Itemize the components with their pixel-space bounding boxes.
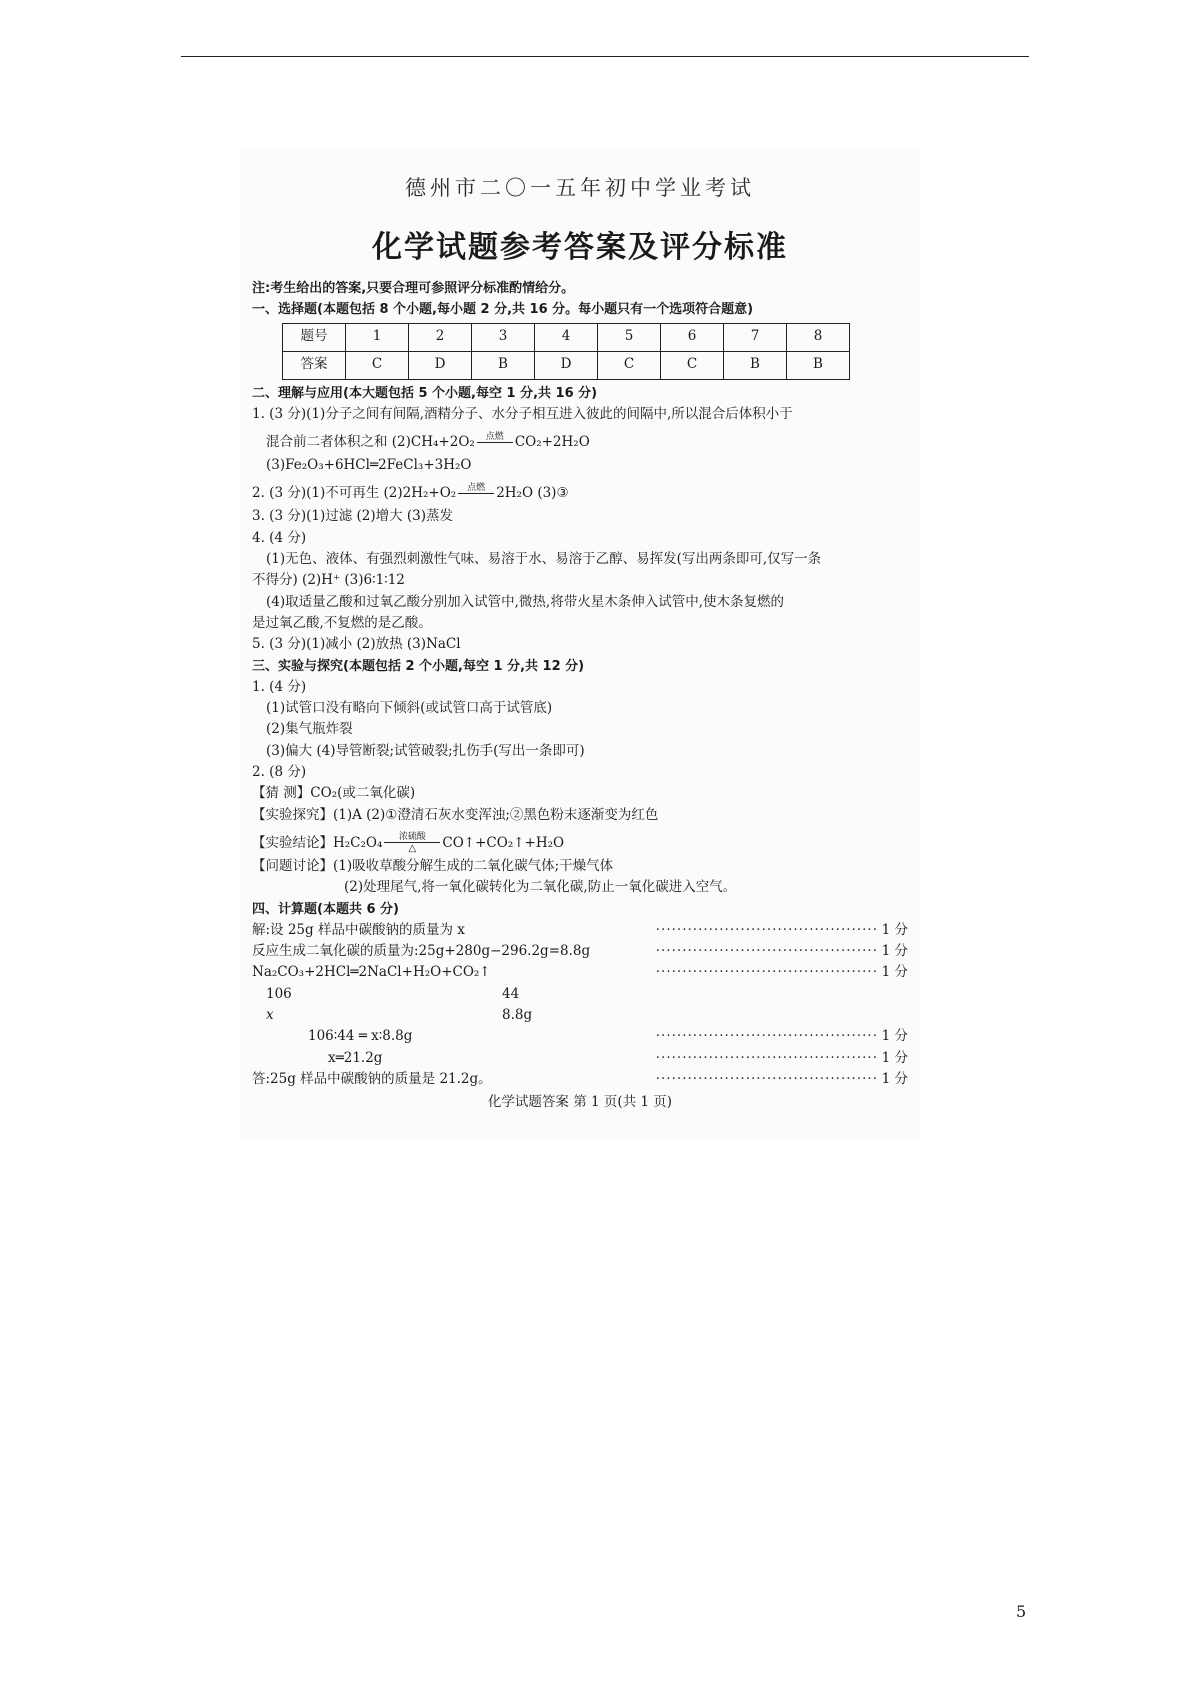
s2-q4-head: 4. (4 分) [252,529,307,546]
heat-symbol: △ [408,843,417,855]
s4-line6-text: 106∶44 ═ x∶8.8g [308,1028,413,1045]
table-cell: B [724,351,787,379]
s2-q1-eq-left: 混合前二者体积之和 (2)CH₄+2O₂ [266,434,475,451]
condition-text: 点燃 [458,483,494,494]
s3-q1-line1: (1)试管口没有略向下倾斜(或试管口高于试管底) [266,700,553,717]
dot-leader: ·········································· [655,1049,878,1066]
s4-line7-text: x═21.2g [328,1049,383,1066]
s4-line3-text: Na₂CO₃+2HCl═2NaCl+H₂O+CO₂↑ [252,964,491,981]
table-cell: 3 [472,323,535,351]
s4-line2-text: 反应生成二氧化碳的质量为:25g+280g−296.2g=8.8g [252,943,591,960]
s3-explore: 【实验探究】(1)A (2)①澄清石灰水变浑浊;②黑色粉末逐渐变为红色 [252,806,659,823]
table-cell: D [409,351,472,379]
table-cell: 5 [598,323,661,351]
dot-leader: ·········································· [655,1028,878,1045]
page-number: 5 [1016,1602,1027,1621]
s4-line8 [252,1069,908,1090]
s2-q1-line2 [252,425,908,455]
table-header-answer: 答案 [283,351,346,379]
s4-line1-text: 解:设 25g 样品中碳酸钠的质量为 x [252,921,465,938]
choice-answer-table [282,323,850,380]
answer-body [252,278,908,1114]
score: 1 分 [881,1028,908,1045]
header-rule [181,56,1029,57]
s3-conclusion-right: CO↑+CO₂↑+H₂O [442,834,565,851]
table-cell: 8 [787,323,850,351]
s2-q4-line3: (4)取适量乙酸和过氧乙酸分别加入试管中,微热,将带火星木条伸入试管中,使木条复燃的 [266,593,784,610]
table-row-numbers [283,323,850,351]
table-cell: C [661,351,724,379]
s3-guess: 【猜 测】CO₂(或二氧化碳) [252,785,416,802]
section1-heading: 一、选择题(本题包括 8 个小题,每小题 2 分,共 16 分。每小题只有一个选项符合题意) [252,302,754,318]
s2-q5: 5. (3 分)(1)减小 (2)放热 (3)NaCl [252,636,461,653]
reaction-condition [477,432,513,454]
s3-discuss-line1: 【问题讨论】(1)吸收草酸分解生成的二氧化碳气体;干燥气体 [252,857,614,874]
reaction-condition [384,832,440,854]
s2-q1-line1: 1. (3 分)(1)分子之间有间隔,酒精分子、水分子相互进入彼此的间隔中,所以混合后体积小于 [252,405,793,422]
table-cell: B [472,351,535,379]
table-header-question: 题号 [283,323,346,351]
table-row-answers [283,351,850,379]
score: 1 分 [881,943,908,960]
note: 注:考生给出的答案,只要合理可参照评分标准酌情给分。 [252,281,575,296]
table-cell: 1 [346,323,409,351]
s3-q1-line3: (3)偏大 (4)导管断裂;试管破裂;扎伤手(写出一条即可) [266,742,585,759]
s4-co2-mass: 8.8g [502,1007,533,1024]
s2-q2 [252,476,908,506]
scan-footer: 化学试题答案 第 1 页(共 1 页) [487,1094,673,1111]
table-cell: 7 [724,323,787,351]
table-cell: C [346,351,409,379]
s3-q2-head: 2. (8 分) [252,764,307,781]
condition-text: 点燃 [477,432,513,443]
s4-line6 [252,1026,908,1047]
s2-q1-eq-right: CO₂+2H₂O [514,434,590,451]
s4-line1 [252,920,908,941]
condition-text: 浓硫酸 [384,832,440,843]
s3-q1-head: 1. (4 分) [252,678,307,695]
table-cell: D [535,351,598,379]
score: 1 分 [881,1049,908,1066]
section3-heading: 三、实验与探究(本题包括 2 个小题,每空 1 分,共 12 分) [252,658,585,674]
s4-unknown-x: x [266,1007,274,1024]
s4-line3 [252,962,908,983]
table-cell: 2 [409,323,472,351]
s4-line5 [252,1005,908,1026]
s4-mass-ratio-co2: 44 [502,985,520,1002]
section4-heading: 四、计算题(本题共 6 分) [252,901,399,917]
s4-mass-ratio-na2co3: 106 [266,985,292,1002]
table-cell: B [787,351,850,379]
table-cell: C [598,351,661,379]
s2-q4-line1: (1)无色、液体、有强烈刺激性气味、易溶于水、易溶于乙醇、易挥发(写出两条即可,仅写一条 [266,551,822,568]
dot-leader: ·········································· [655,921,878,938]
dot-leader: ·········································· [655,943,878,960]
section2-heading: 二、理解与应用(本大题包括 5 个小题,每空 1 分,共 16 分) [252,385,598,401]
s2-q2-left: 2. (3 分)(1)不可再生 (2)2H₂+O₂ [252,485,457,502]
s3-discuss-line2: (2)处理尾气,将一氧化碳转化为二氧化碳,防止一氧化碳进入空气。 [344,879,737,896]
score: 1 分 [881,1070,908,1087]
s4-line4 [252,984,908,1005]
main-title: 化学试题参考答案及评分标准 [372,230,788,265]
s4-line8-text: 答:25g 样品中碳酸钠的质量是 21.2g。 [252,1070,492,1087]
s3-conclusion-left: 【实验结论】H₂C₂O₄ [252,834,383,851]
score: 1 分 [881,964,908,981]
s4-line7 [252,1048,908,1069]
s2-q2-right: 2H₂O (3)③ [496,485,569,502]
score: 1 分 [881,921,908,938]
table-cell: 6 [661,323,724,351]
s3-conclusion [252,826,908,856]
exam-title: 德州市二〇一五年初中学业考试 [405,176,755,200]
s3-q1-line2: (2)集气瓶炸裂 [266,721,353,738]
s2-q3: 3. (3 分)(1)过滤 (2)增大 (3)蒸发 [252,508,454,525]
scanned-answer-sheet [240,150,920,1140]
dot-leader: ·········································· [655,1070,878,1087]
table-cell: 4 [535,323,598,351]
s2-q4-line4: 是过氧乙酸,不复燃的是乙酸。 [252,614,432,631]
s2-q1-line3: (3)Fe₂O₃+6HCl═2FeCl₃+3H₂O [266,457,472,474]
s2-q4-line2: 不得分) (2)H⁺ (3)6∶1∶12 [252,572,405,589]
s4-line2 [252,941,908,962]
dot-leader: ·········································· [655,964,878,981]
reaction-condition [458,483,494,505]
